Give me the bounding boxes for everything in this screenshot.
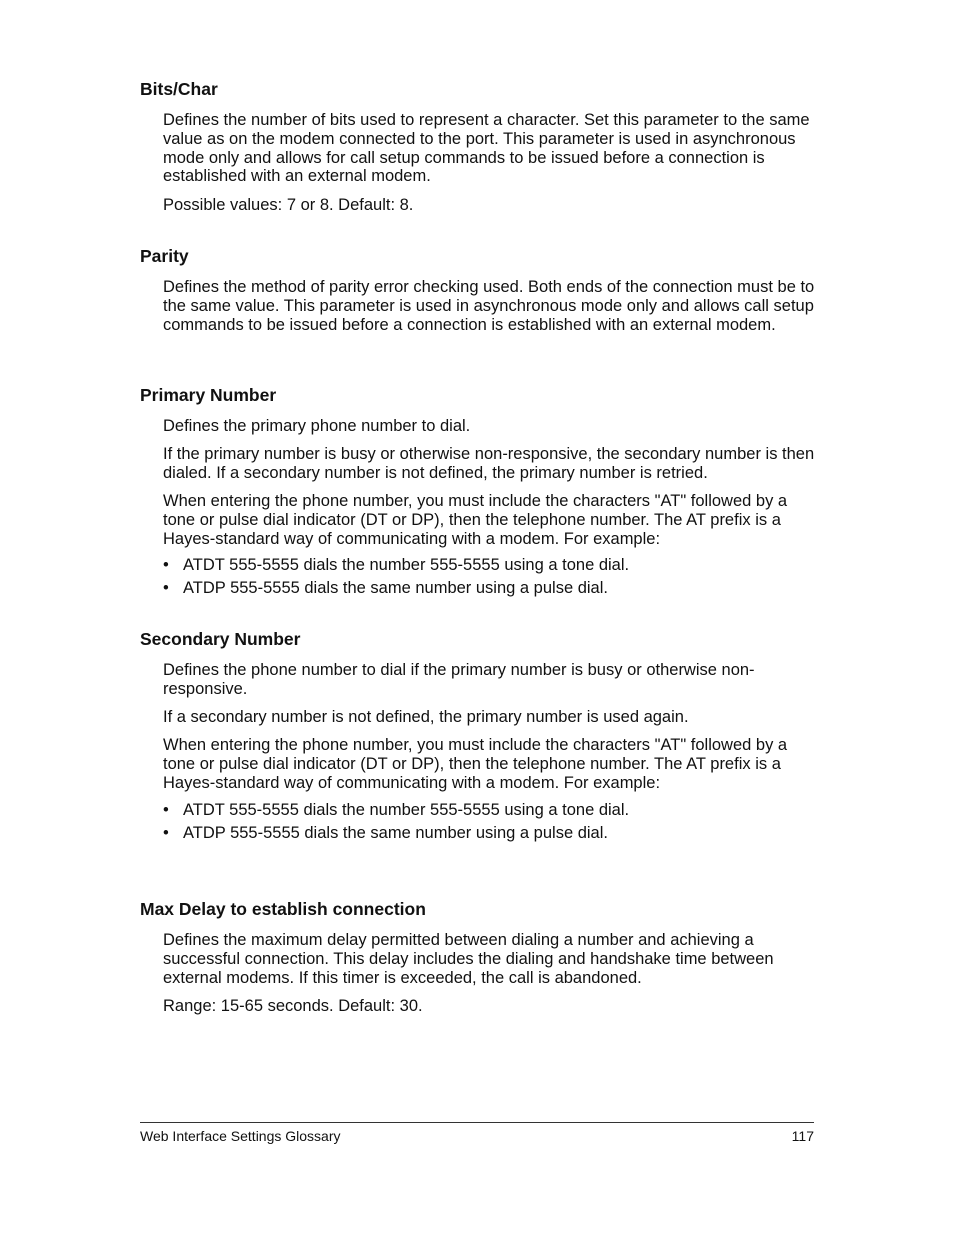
paragraph: When entering the phone number, you must include the characters "AT" followed by a tone or pulse dial indicator (DT or DP), then the telephone number. The AT prefix is a Hayes-standard way of communicating with a modem. For example: xyxy=(163,492,788,548)
paragraph: Possible values: 7 or 8. Default: 8. xyxy=(163,196,414,214)
paragraph: Defines the method of parity error checking used. Both ends of the connection must be to the same value. This parameter is used in asynchronous mode only and allows call setup commands to be issued before a connection is established with an external modem. xyxy=(163,278,815,334)
section-heading-bits-char: Bits/Char xyxy=(140,79,218,99)
list-item xyxy=(163,554,823,577)
paragraph: Defines the phone number to dial if the primary number is busy or otherwise non-responsive. xyxy=(163,661,755,698)
section-heading-secondary-number: Secondary Number xyxy=(140,629,301,649)
bullet-icon: • xyxy=(163,823,169,842)
section-heading-primary-number: Primary Number xyxy=(140,385,277,405)
list-item-text: ATDP 555-5555 dials the same number using a pulse dial. xyxy=(183,823,608,842)
paragraph: If a secondary number is not defined, the primary number is used again. xyxy=(163,708,689,726)
page-number: 117 xyxy=(791,1128,814,1144)
bullet-icon: • xyxy=(163,578,169,597)
section-heading-max-delay: Max Delay to establish connection xyxy=(140,899,426,919)
paragraph: Defines the primary phone number to dial. xyxy=(163,417,471,435)
paragraph: Defines the number of bits used to represent a character. Set this parameter to the same value as on the modem connected to the port. This parameter is used in asynchronous mode only and allows for call setup commands to be issued before a connection is established with an external modem. xyxy=(163,111,810,186)
list-item xyxy=(163,799,823,822)
bullet-icon: • xyxy=(163,801,169,819)
paragraph: When entering the phone number, you must include the characters "AT" followed by a tone or pulse dial indicator (DT or DP), then the telephone number. The AT prefix is a Hayes-standard way of communicating with a modem. For example: xyxy=(163,736,788,792)
list-item xyxy=(163,822,823,845)
footer-divider xyxy=(140,1122,814,1123)
section-heading-parity: Parity xyxy=(140,246,189,266)
bullet-list xyxy=(163,554,823,599)
list-item xyxy=(163,577,823,600)
bullet-list xyxy=(163,799,823,844)
paragraph: Range: 15-65 seconds. Default: 30. xyxy=(163,997,423,1015)
paragraph: Defines the maximum delay permitted between dialing a number and achieving a successful connection. This delay includes the dialing and handshake time between external modems. If this timer is exceeded, the call is abandoned. xyxy=(163,931,774,987)
list-item-text: ATDT 555-5555 dials the number 555-5555 using a tone dial. xyxy=(183,801,630,819)
list-item-text: ATDP 555-5555 dials the same number using a pulse dial. xyxy=(183,578,608,597)
paragraph: If the primary number is busy or otherwise non-responsive, the secondary number is then dialed. If a secondary number is not defined, the primary number is retried. xyxy=(163,445,815,482)
bullet-icon: • xyxy=(163,556,169,574)
footer-title: Web Interface Settings Glossary xyxy=(140,1128,341,1144)
list-item-text: ATDT 555-5555 dials the number 555-5555 using a tone dial. xyxy=(183,556,630,574)
